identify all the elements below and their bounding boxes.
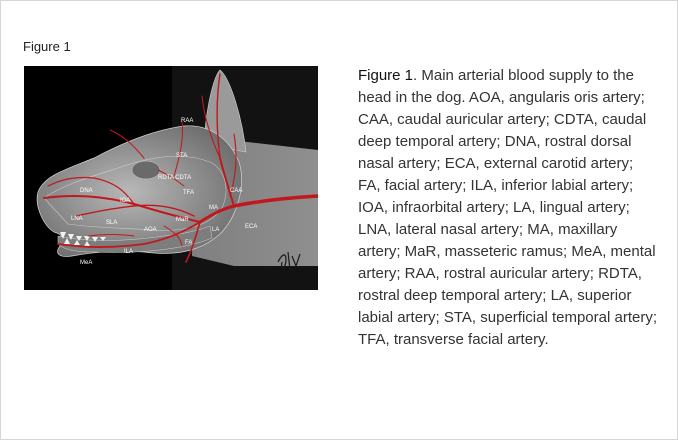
- label-ioa: IOA: [120, 198, 131, 204]
- label-mar: MaR: [176, 217, 189, 223]
- label-caa: CAA: [230, 188, 243, 194]
- label-rdta-cdta: RDTA CDTA: [158, 175, 192, 181]
- figure-caption: [358, 65, 658, 351]
- caption-text: . Main arterial blood supply to the head in the dog. AOA, angularis oris artery; CAA, caudal auricular artery; CDTA, caudal deep temporal artery; DNA, rostral dorsal nasal artery; ECA, external carotid artery; FA, facial artery; ILA, inferior labial artery; IOA, infraorbital artery; LA, lingual artery; LNA, lateral nasal artery; MA, maxillary artery; MaR, masseteric ramus; MeA, mental artery; RAA, rostral auricular artery; RDTA, rostral deep temporal artery; LA, superior labial artery; STA, superficial temporal artery; TFA, transverse facial artery.: [358, 67, 657, 348]
- label-lna: LNA: [71, 216, 83, 222]
- label-sta: STA: [176, 153, 188, 159]
- orbit: [132, 161, 160, 179]
- label-aoa: AOA: [144, 227, 157, 233]
- label-tfa: TFA: [183, 190, 195, 196]
- label-sla: SLA: [106, 220, 118, 226]
- label-fa: FA: [185, 240, 193, 246]
- label-mea: MeA: [80, 260, 93, 266]
- label-eca: ECA: [245, 224, 258, 230]
- label-dna: DNA: [80, 188, 93, 194]
- figure-label: Figure 1: [23, 39, 71, 54]
- caption-title: Figure 1: [358, 67, 414, 84]
- label-ila: ILA: [124, 249, 134, 255]
- label-ma: MA: [209, 205, 218, 211]
- label-la: LA: [212, 227, 220, 233]
- artery-diagram: [24, 66, 318, 290]
- label-raa: RAA: [181, 118, 194, 124]
- dog-head-artery-illustration: [24, 66, 318, 290]
